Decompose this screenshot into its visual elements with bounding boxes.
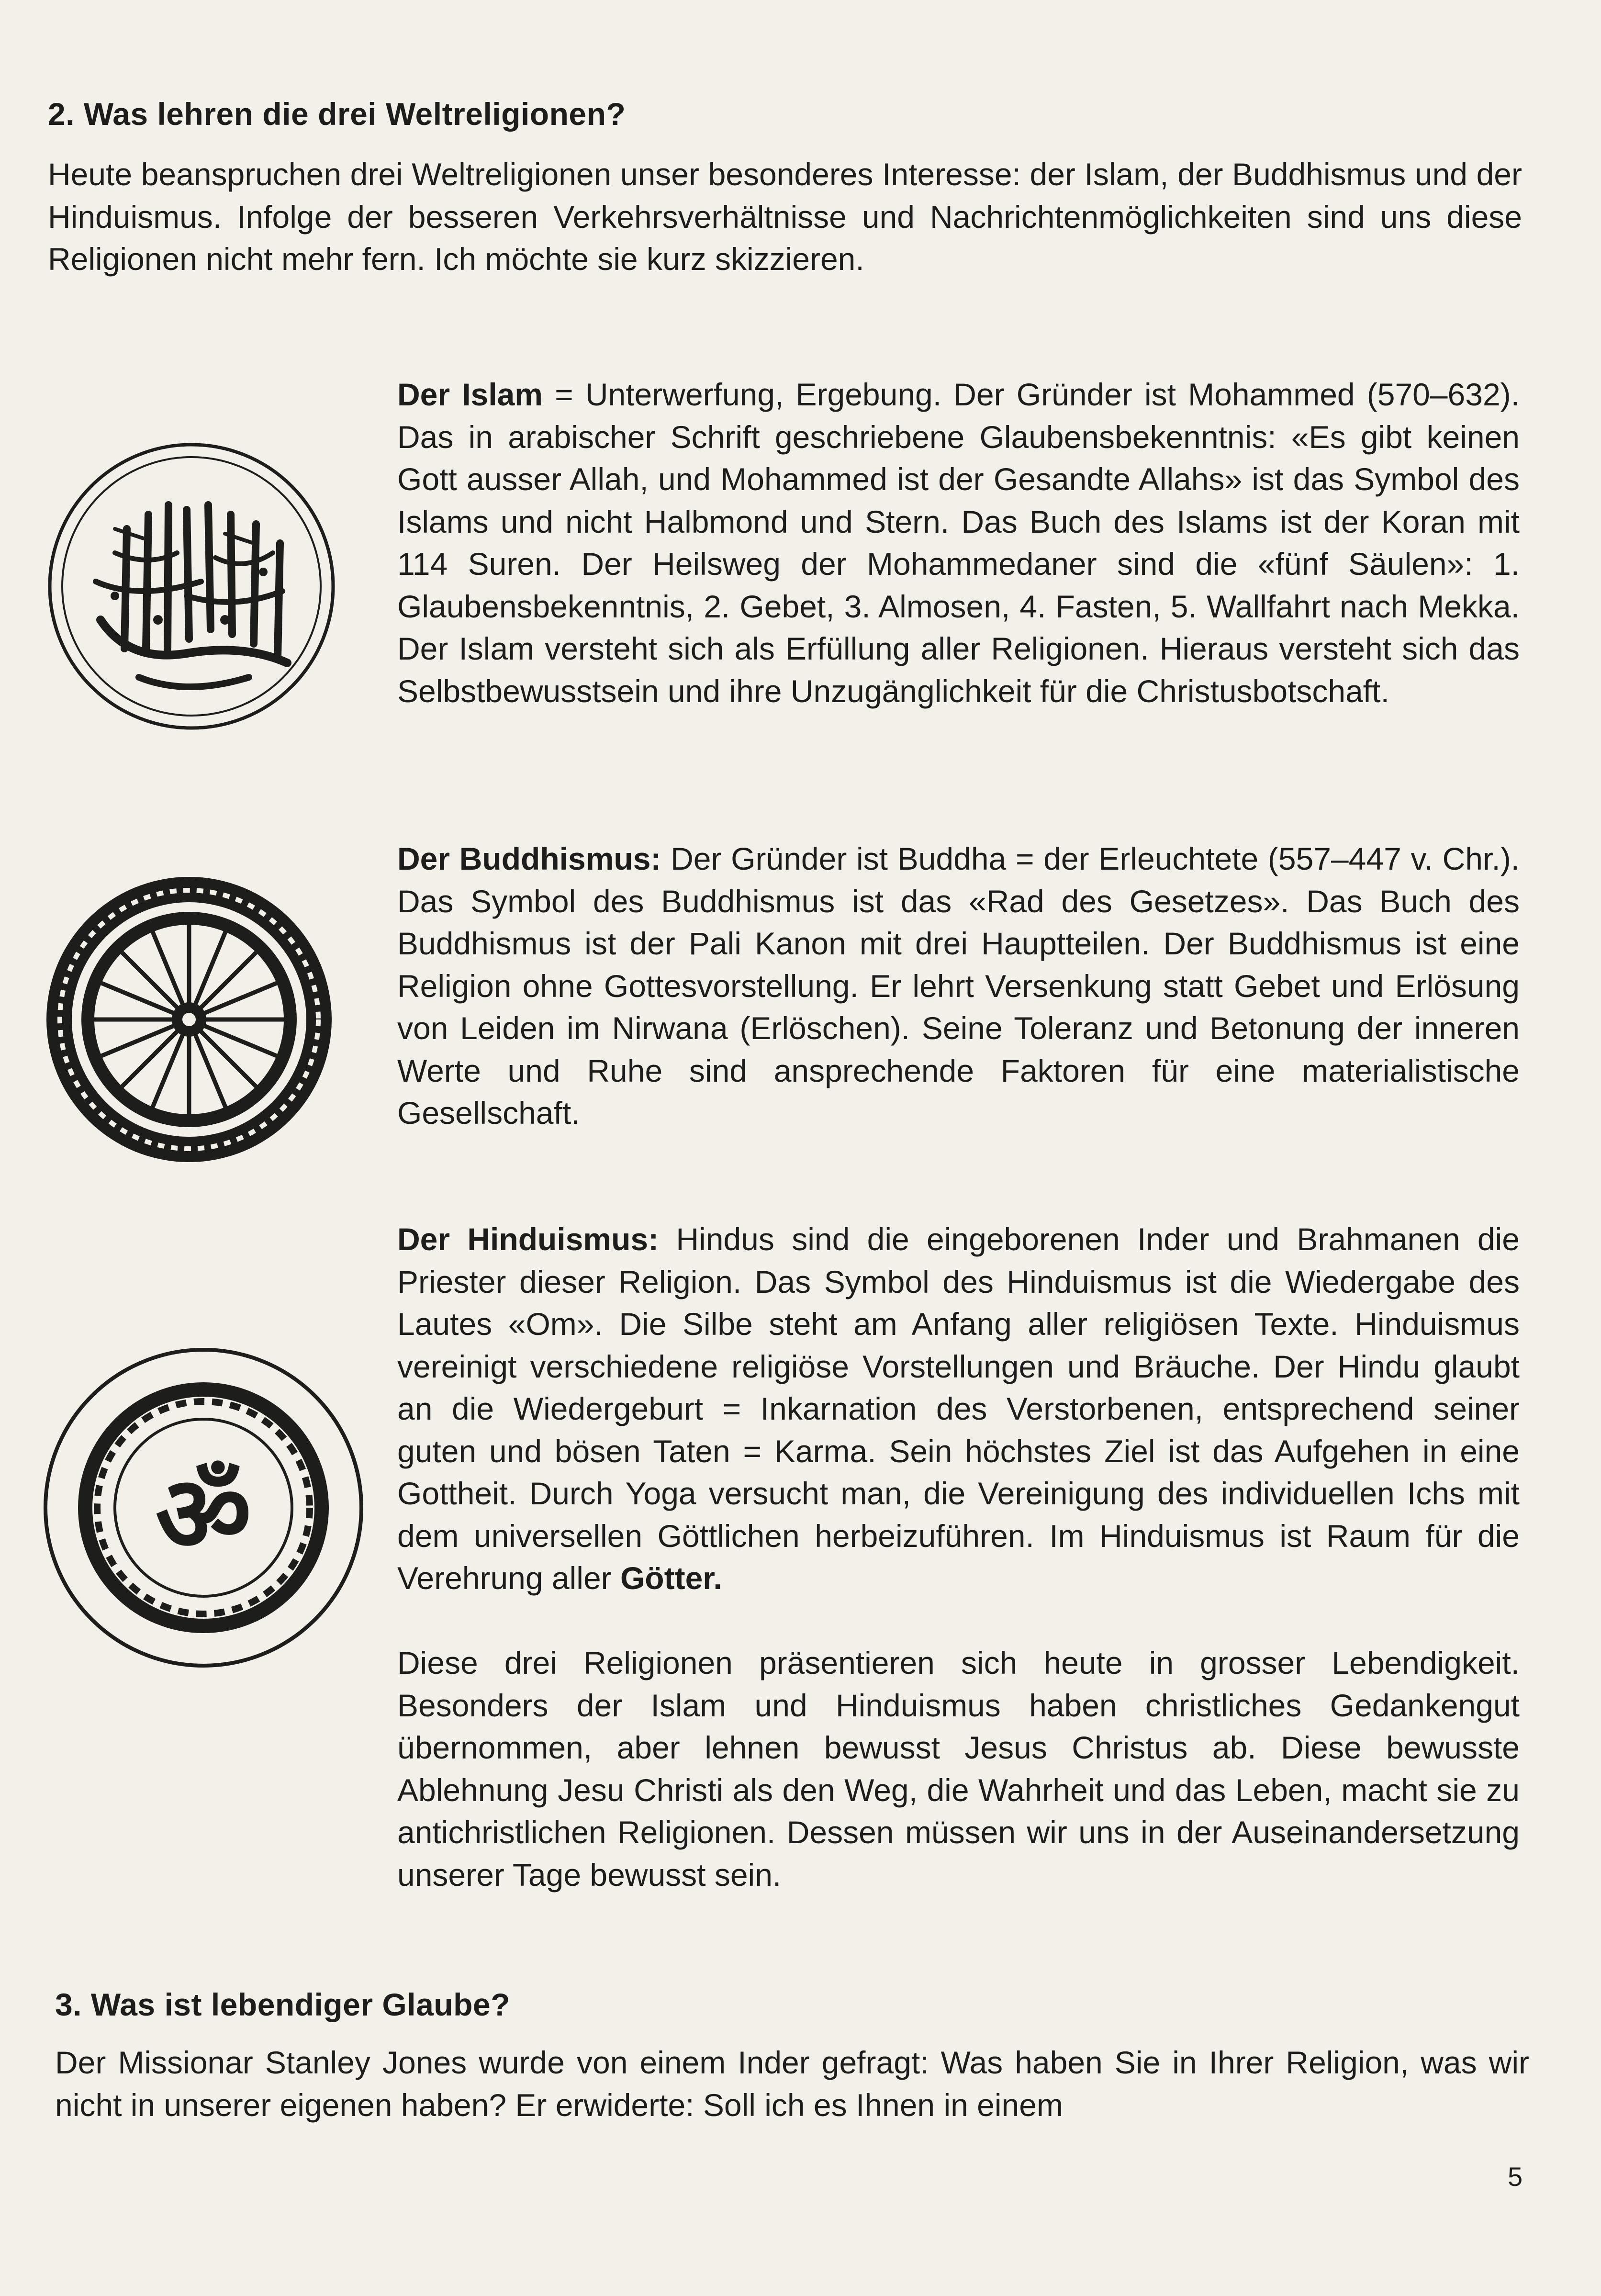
islam-paragraph [397,373,1520,712]
hinduism-paragraph [397,1218,1520,1600]
hinduism-term: Der Hinduismus: [397,1221,659,1257]
buddhism-paragraph [397,838,1520,1134]
section-3-text: Der Missionar Stanley Jones wurde von einem Inder gefragt: Was haben Sie in Ihrer Religion, was wir nicht in unserer eigenen haben? Er erwiderte: Soll ich es Ihnen in einem [55,2045,1529,2123]
hinduism-goetter: Götter. [620,1560,722,1596]
islam-text: = Unterwerfung, Ergebung. Der Gründer ist Mohammed (570–632). Das in arabischer Schrift geschriebene Glaubensbekenntnis: «Es gibt keinen Gott ausser Allah, und Mohammed ist der Gesandte Allahs» ist das Symbol des Islams und nicht Halbmond und Stern. Das Buch des Islams ist der Koran mit 114 Suren. Der Heilsweg der Mohammedaner sind die «fünf Säulen»: 1. Glaubensbekenntnis, 2. Gebet, 3. Almosen, 4. Fasten, 5. Wallfahrt nach Mekka. Der Islam versteht sich als Erfüllung aller Religionen. Hieraus versteht sich das Selbstbewusstsein und ihre Unzugänglichkeit für die Christusbotschaft. [397,377,1520,709]
dharma-wheel-icon [43,874,335,1165]
islam-term: Der Islam [397,377,543,412]
section-2-intro: Heute beanspruchen drei Weltreligionen unser besonderes Interesse: der Islam, der Buddhismus und der Hinduismus. Infolge der besseren Verkehrsverhältnisse und Nachrichtenmöglichkeiten sind uns diese Religionen nicht mehr fern. Ich möchte sie kurz skizzieren. [48,157,1522,277]
religions-summary: Diese drei Religionen präsentieren sich heute in grosser Lebendigkeit. Besonders der Islam und Hinduismus haben christliches Gedankengut übernommen, aber lehnen bewusst Jesus Christus ab. Diese bewusste Ablehnung Jesu Christi als den Weg, die Wahrheit und das Leben, macht sie zu antichristlichen Religionen. Dessen müssen wir uns in der Auseinandersetzung unserer Tage bewusst sein. [397,1645,1520,1893]
section-3-heading: 3. Was ist lebendiger Glaube? [55,1987,510,2022]
buddhism-term: Der Buddhismus: [397,841,661,876]
om-symbol-icon [41,1345,366,1670]
section-2-heading: 2. Was lehren die drei Weltreligionen? [48,96,626,132]
buddhism-text: Der Gründer ist Buddha = der Erleuchtete (557–447 v. Chr.). Das Symbol des Buddhismus ist das «Rad des Gesetzes». Das Buch des Buddhismus ist der Pali Kanon mit drei Hauptteilen. Der Buddhismus ist eine Religion ohne Gottesvorstellung. Er lehrt Versenkung statt Gebet und Erlösung von Leiden im Nirwana (Erlöschen). Seine Toleranz und Betonung der inneren Werte und Ruhe sind ansprechende Faktoren für eine materialistische Gesellschaft. [397,841,1520,1131]
islam-calligraphy-seal-icon [43,438,340,735]
hinduism-text: Hindus sind die eingeborenen Inder und Brahmanen die Priester dieser Religion. Das Symbol des Hinduismus ist die Wiedergabe des Lautes «Om». Die Silbe steht am Anfang aller religiösen Texte. Hinduismus vereinigt verschiedene religiöse Vorstellungen und Bräuche. Der Hindu glaubt an die Wiedergeburt = Inkarnation des Verstorbenen, entsprechend seiner guten und bösen Taten = Karma. Sein höchstes Ziel ist das Aufgehen in eine Gottheit. Durch Yoga versucht man, die Vereinigung des individuellen Ichs mit dem universellen Göttlichen herbeizuführen. Im Hinduismus ist Raum für die Verehrung aller [397,1221,1520,1596]
page-number: 5 [1508,2162,1523,2192]
om-glyph: ॐ [155,1453,252,1576]
